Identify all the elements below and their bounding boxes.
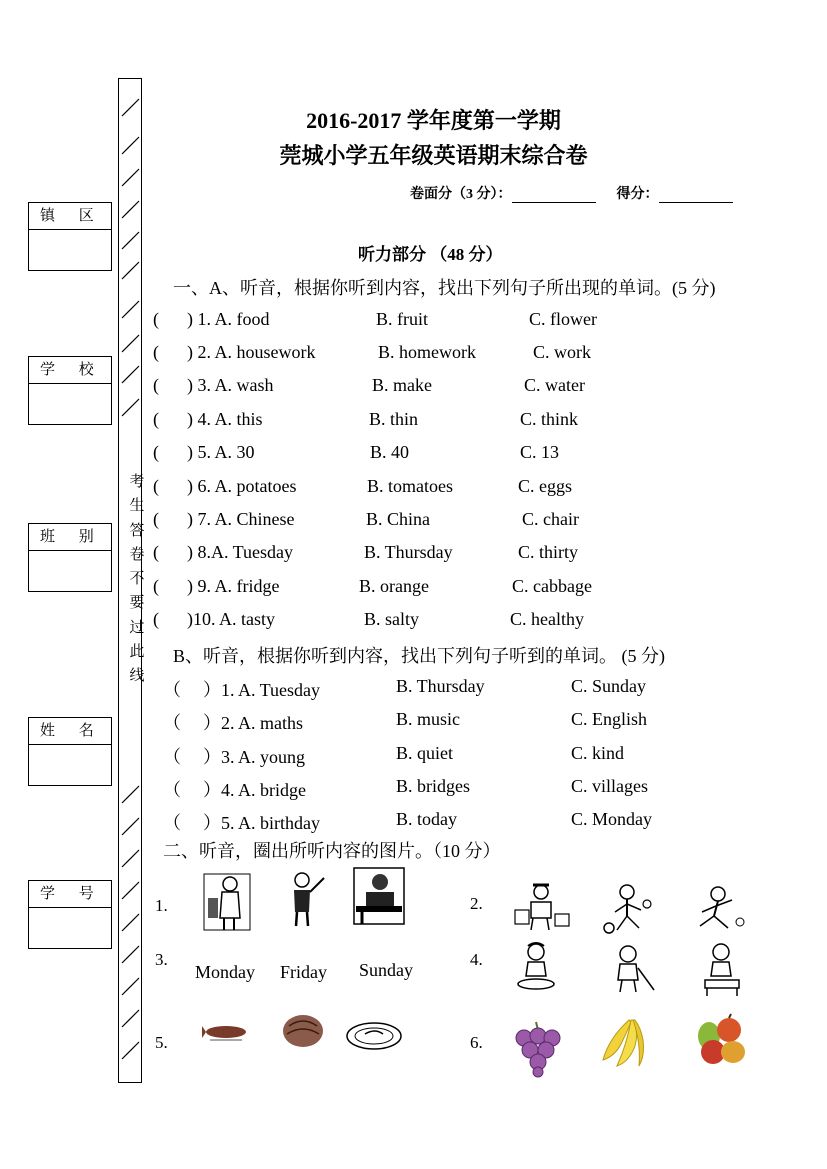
question-row — [0, 576, 827, 600]
picture-question-number: 2. — [470, 894, 483, 913]
option-a: ) 3. A. wash — [187, 375, 274, 395]
answer-bracket[interactable]: ( — [153, 442, 159, 462]
day-option-monday[interactable]: Monday — [195, 962, 255, 982]
exam-title-school: 莞城小学五年级英语期末综合卷 — [279, 143, 588, 168]
option-b: B. tomatoes — [367, 476, 453, 496]
question-row — [0, 309, 827, 333]
option-c: C. kind — [571, 743, 625, 763]
listening-heading: 听力部分 （48 分） — [358, 245, 503, 264]
answer-bracket[interactable]: （ — [163, 713, 181, 733]
boy-running-picture[interactable] — [688, 884, 748, 934]
answer-bracket[interactable]: ( — [153, 542, 159, 562]
option-c: C. villages — [571, 776, 648, 796]
option-b: B. quiet — [396, 743, 453, 763]
answer-bracket[interactable]: ( — [153, 309, 159, 329]
answer-bracket[interactable]: ( — [153, 409, 159, 429]
option-b: B. today — [396, 809, 457, 829]
info-field-town[interactable] — [29, 230, 111, 270]
question-row — [0, 743, 827, 767]
option-a: )10. A. tasty — [187, 609, 275, 629]
option-c: C. cabbage — [512, 576, 592, 596]
man-at-desk-picture[interactable] — [350, 866, 408, 926]
option-b: B. thin — [369, 409, 419, 429]
question-row — [0, 375, 827, 399]
part-a-instruction: 一、A、听音，根据你听到内容，找出下列句子所出现的单词。(5 分) — [173, 278, 716, 298]
apples-pears-picture[interactable] — [695, 1012, 749, 1066]
option-b: B. 40 — [370, 442, 410, 462]
option-a: ）2. A. maths — [203, 713, 304, 733]
binding-slash — [122, 232, 139, 249]
answer-bracket[interactable]: （ — [163, 813, 181, 833]
binding-slash — [122, 201, 139, 218]
question-row — [0, 409, 827, 433]
option-b: B. bridges — [396, 776, 470, 796]
info-label-town: 镇 区 — [29, 203, 111, 230]
binding-slash — [122, 882, 139, 899]
binding-slash — [122, 1010, 139, 1027]
answer-bracket[interactable]: ( — [153, 476, 159, 496]
option-c: C. healthy — [510, 609, 584, 629]
question-row — [0, 509, 827, 533]
part-2-instruction: 二、听音，圈出所听内容的图片。（10 分） — [163, 841, 501, 861]
info-box-student-no[interactable] — [28, 880, 112, 949]
bananas-picture[interactable] — [599, 1016, 645, 1070]
question-row — [0, 342, 827, 366]
option-c: C. Sunday — [571, 676, 647, 696]
option-b: B. salty — [364, 609, 420, 629]
option-a: ) 4. A. this — [187, 409, 263, 429]
paper-score-label: 卷面分（3 分）： — [410, 187, 512, 202]
question-row — [0, 676, 827, 700]
picture-question-number: 1. — [155, 896, 168, 915]
info-label-school: 学 校 — [29, 357, 111, 384]
answer-bracket[interactable]: ( — [153, 375, 159, 395]
option-a: ）4. A. bridge — [203, 780, 306, 800]
question-row — [0, 476, 827, 500]
answer-bracket[interactable]: ( — [153, 342, 159, 362]
option-c: C. work — [533, 342, 591, 362]
answer-bracket[interactable]: ( — [153, 509, 159, 529]
grapes-picture[interactable] — [512, 1020, 562, 1078]
option-c: C. flower — [529, 309, 597, 329]
man-pointing-picture[interactable] — [282, 870, 326, 926]
answer-bracket[interactable]: （ — [163, 780, 181, 800]
option-a: ) 5. A. 30 — [187, 442, 255, 462]
option-a: ) 9. A. fridge — [187, 576, 280, 596]
option-c: C. water — [524, 375, 585, 395]
total-score-blank[interactable] — [659, 186, 733, 203]
exam-title-term: 2016-2017 学年度第一学期 — [306, 108, 561, 133]
info-field-student-no[interactable] — [29, 908, 111, 948]
binding-slash — [122, 169, 139, 186]
day-option-friday[interactable]: Friday — [280, 962, 327, 982]
girl-cooking-picture[interactable] — [697, 942, 747, 996]
option-c: C. think — [520, 409, 579, 429]
people-cooking-picture[interactable] — [202, 868, 252, 932]
part-b-instruction: B、听音，根据你听到内容，找出下列句子听到的单词。 (5 分) — [173, 646, 665, 666]
binding-slash — [122, 978, 139, 995]
binding-slash — [122, 914, 139, 931]
answer-bracket[interactable]: （ — [163, 680, 181, 700]
bread-picture[interactable] — [281, 1012, 325, 1050]
plate-picture[interactable] — [345, 1020, 403, 1052]
question-row — [0, 609, 827, 633]
picture-question-number: 3. — [155, 950, 168, 969]
question-row — [0, 809, 827, 833]
picture-question-number: 5. — [155, 1033, 168, 1052]
option-b: B. orange — [359, 576, 429, 596]
info-label-student-no: 学 号 — [29, 881, 111, 908]
answer-bracket[interactable]: ( — [153, 576, 159, 596]
option-a: ) 7. A. Chinese — [187, 509, 295, 529]
girl-sweeping-picture[interactable] — [602, 944, 660, 996]
answer-bracket[interactable]: ( — [153, 609, 159, 629]
info-box-town[interactable] — [28, 202, 112, 271]
day-option-sunday[interactable]: Sunday — [359, 960, 413, 980]
option-c: C. thirty — [518, 542, 579, 562]
option-a: ）3. A. young — [203, 747, 306, 767]
answer-bracket[interactable]: （ — [163, 747, 181, 767]
boy-reading-picture[interactable] — [513, 882, 573, 932]
option-b: B. fruit — [376, 309, 428, 329]
option-c: C. 13 — [520, 442, 560, 462]
option-a: ）1. A. Tuesday — [203, 680, 321, 700]
picture-question-number: 4. — [470, 950, 483, 969]
option-a: ) 2. A. housework — [187, 342, 316, 362]
girl-washing-picture[interactable] — [512, 940, 562, 992]
score-line — [410, 183, 733, 203]
binding-warning: 考生答卷不要过此线 — [129, 474, 145, 685]
option-b: B. homework — [378, 342, 476, 362]
boy-football-picture[interactable] — [603, 882, 653, 936]
info-label-class: 班 别 — [29, 524, 111, 551]
info-label-name: 姓 名 — [29, 718, 111, 745]
option-c: C. Monday — [571, 809, 652, 829]
binding-slash — [122, 946, 139, 963]
option-c: C. eggs — [518, 476, 572, 496]
question-row — [0, 776, 827, 800]
paper-score-blank[interactable] — [512, 186, 596, 203]
option-b: B. China — [366, 509, 431, 529]
option-c: C. chair — [522, 509, 579, 529]
binding-slash — [122, 1042, 139, 1059]
binding-slash — [122, 850, 139, 867]
option-c: C. English — [571, 709, 648, 729]
option-a: ) 6. A. potatoes — [187, 476, 297, 496]
question-row — [0, 709, 827, 733]
option-b: B. make — [372, 375, 432, 395]
option-b: B. Thursday — [396, 676, 485, 696]
option-a: ) 1. A. food — [187, 309, 270, 329]
option-b: B. music — [396, 709, 461, 729]
option-b: B. Thursday — [364, 542, 453, 562]
question-row — [0, 542, 827, 566]
option-a: ）5. A. birthday — [203, 813, 320, 833]
binding-slash — [122, 262, 139, 279]
total-score-label: 得分： — [616, 187, 659, 202]
option-a: ) 8.A. Tuesday — [187, 542, 294, 562]
fish-picture[interactable] — [202, 1018, 250, 1048]
picture-question-number: 6. — [470, 1033, 483, 1052]
question-row — [0, 442, 827, 466]
